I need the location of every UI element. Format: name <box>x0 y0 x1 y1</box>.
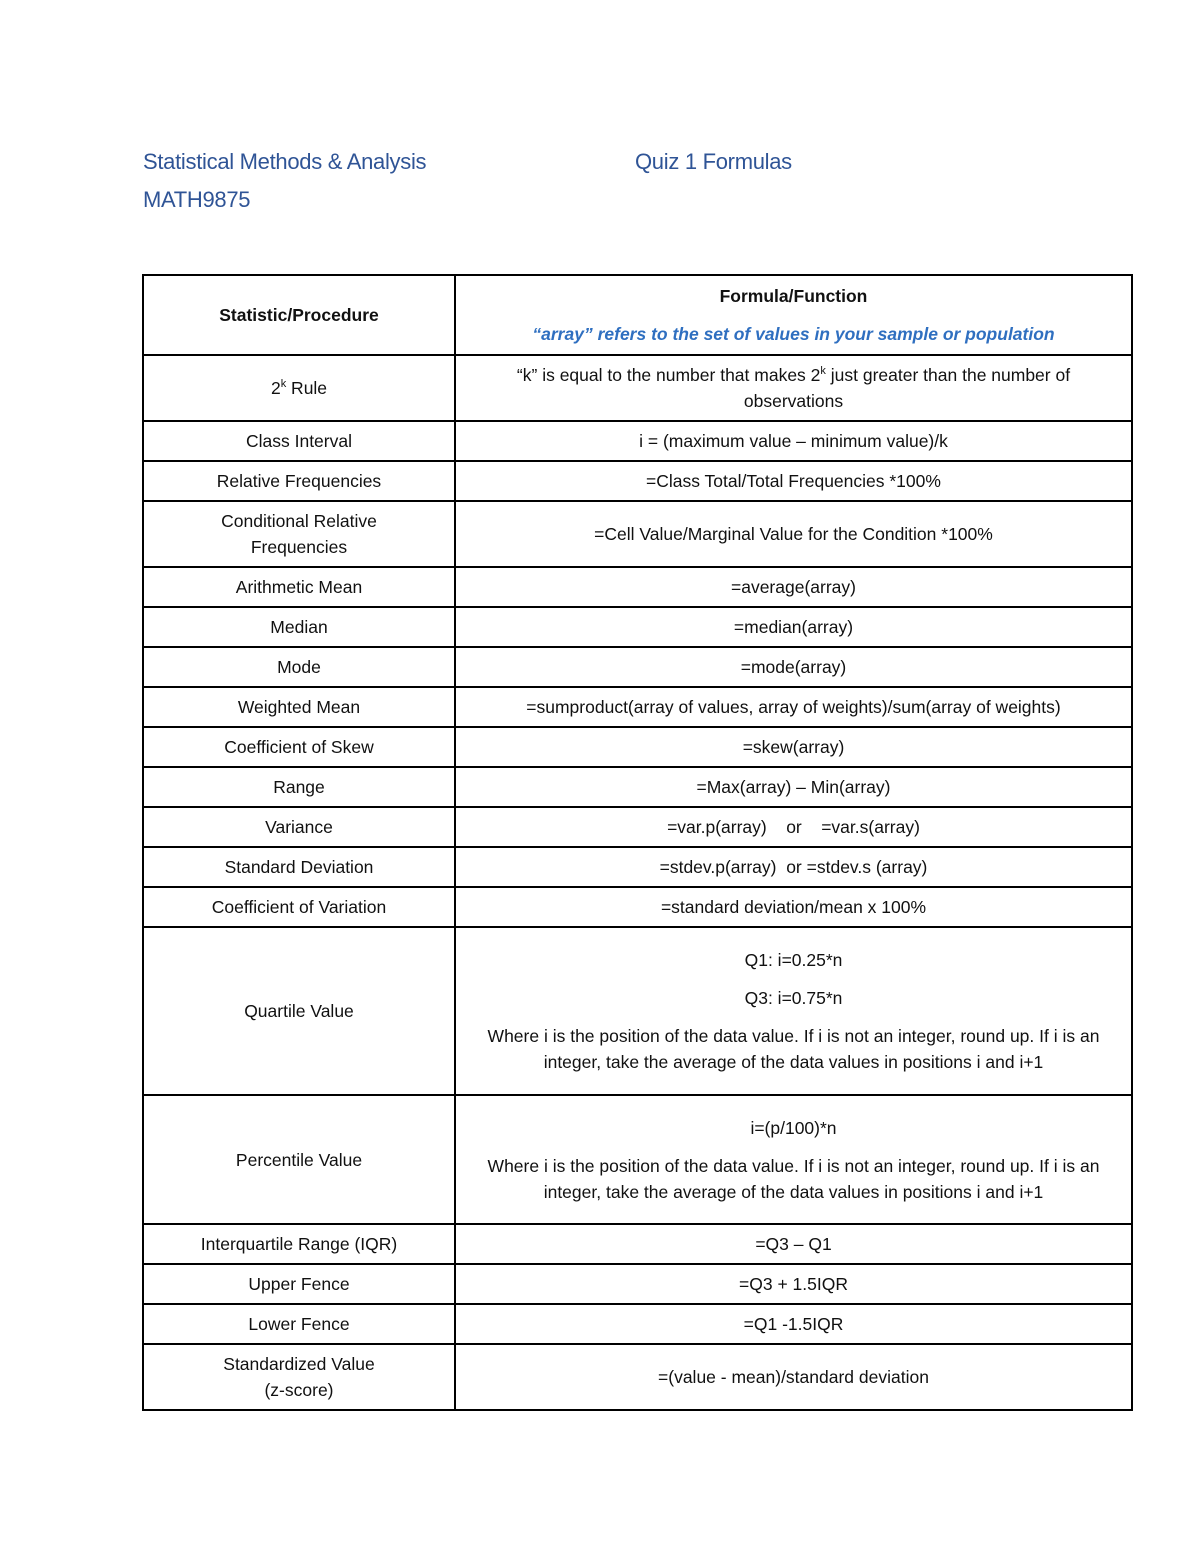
formula-cell: =Class Total/Total Frequencies *100% <box>455 461 1132 501</box>
rule-label: Rule <box>286 378 328 398</box>
formula-cell: =Q3 + 1.5IQR <box>455 1264 1132 1304</box>
table-row <box>143 1095 1132 1224</box>
statistic-cell: Weighted Mean <box>143 687 455 727</box>
formula-cell: =stdev.p(array) or =stdev.s (array) <box>455 847 1132 887</box>
table-row <box>143 807 1132 847</box>
formula-cell: =standard deviation/mean x 100% <box>455 887 1132 927</box>
formula-cell: =sumproduct(array of values, array of weights)/sum(array of weights) <box>455 687 1132 727</box>
formula-cell: =skew(array) <box>455 727 1132 767</box>
statistic-cell: Standard Deviation <box>143 847 455 887</box>
formula-cell: i = (maximum value – minimum value)/k <box>455 421 1132 461</box>
statistic-cell: Upper Fence <box>143 1264 455 1304</box>
course-title: Statistical Methods & Analysis <box>143 149 427 174</box>
formula-note: Where i is the position of the data value. If i is not an integer, round up. If i is an integer, take the average of the data values in positions i and i+1 <box>487 1026 1100 1072</box>
table-row <box>143 847 1132 887</box>
table-row <box>143 1344 1132 1410</box>
col-header-formula-note: “array” refers to the set of values in your sample or population <box>532 324 1055 344</box>
table-header-row <box>143 275 1132 355</box>
statistic-cell: Range <box>143 767 455 807</box>
statistic-cell: Coefficient of Skew <box>143 727 455 767</box>
formula-cell: =Q3 – Q1 <box>455 1224 1132 1264</box>
rule-exponent: k <box>280 378 287 391</box>
formula-cell: =var.p(array) or =var.s(array) <box>455 807 1132 847</box>
formula-cell <box>455 1095 1132 1224</box>
formula-cell: =(value - mean)/standard deviation <box>455 1344 1132 1410</box>
statistic-cell: Mode <box>143 647 455 687</box>
table-row <box>143 727 1132 767</box>
statistic-cell <box>143 355 455 421</box>
formula-q3: Q3: i=0.75*n <box>744 988 843 1008</box>
statistic-cell: Conditional Relative Frequencies <box>143 501 455 567</box>
statistic-cell: Coefficient of Variation <box>143 887 455 927</box>
table-row <box>143 501 1132 567</box>
statistic-cell: Arithmetic Mean <box>143 567 455 607</box>
table-row <box>143 355 1132 421</box>
table-row <box>143 1224 1132 1264</box>
table-row <box>143 567 1132 607</box>
statistic-cell: Interquartile Range (IQR) <box>143 1224 455 1264</box>
formula-text: “k” is equal to the number that makes 2 <box>516 365 821 385</box>
table-row <box>143 421 1132 461</box>
formula-cell <box>455 355 1132 421</box>
rule-base: 2 <box>270 378 281 398</box>
course-code: MATH9875 <box>143 187 251 212</box>
statistic-cell <box>143 1344 455 1410</box>
table-row <box>143 687 1132 727</box>
formula-cell: =mode(array) <box>455 647 1132 687</box>
statistic-cell: Percentile Value <box>143 1095 455 1224</box>
formula-cell: =average(array) <box>455 567 1132 607</box>
statistic-cell: Class Interval <box>143 421 455 461</box>
formula-q1: Q1: i=0.25*n <box>744 950 843 970</box>
table-row <box>143 927 1132 1095</box>
quiz-title: Quiz 1 Formulas <box>635 149 792 174</box>
statistic-cell: Quartile Value <box>143 927 455 1095</box>
formula-cell: =Q1 -1.5IQR <box>455 1304 1132 1344</box>
table-row <box>143 887 1132 927</box>
formulas-table <box>142 274 1133 1411</box>
formula-exponent: k <box>820 365 826 378</box>
formula-cell: =Cell Value/Marginal Value for the Condition *100% <box>455 501 1132 567</box>
statistic-cell: Variance <box>143 807 455 847</box>
formula-cell: =median(array) <box>455 607 1132 647</box>
statistic-line: Standardized Value <box>223 1354 375 1374</box>
table-row <box>143 607 1132 647</box>
col-header-formula <box>455 275 1132 355</box>
table-row <box>143 767 1132 807</box>
table-row <box>143 647 1132 687</box>
statistic-cell: Relative Frequencies <box>143 461 455 501</box>
formula-text: just greater than the number of observations <box>743 365 1071 411</box>
table-row <box>143 1304 1132 1344</box>
formula-note: Where i is the position of the data value. If i is not an integer, round up. If i is an integer, take the average of the data values in positions i and i+1 <box>487 1155 1100 1202</box>
formula-percentile: i=(p/100)*n <box>750 1117 837 1138</box>
formula-cell <box>455 927 1132 1095</box>
statistic-line: (z-score) <box>264 1380 334 1400</box>
formula-cell: =Max(array) – Min(array) <box>455 767 1132 807</box>
statistic-cell: Lower Fence <box>143 1304 455 1344</box>
statistic-cell: Median <box>143 607 455 647</box>
col-header-statistic: Statistic/Procedure <box>143 275 455 355</box>
table-row <box>143 461 1132 501</box>
col-header-formula-label: Formula/Function <box>719 286 868 306</box>
table-row <box>143 1264 1132 1304</box>
